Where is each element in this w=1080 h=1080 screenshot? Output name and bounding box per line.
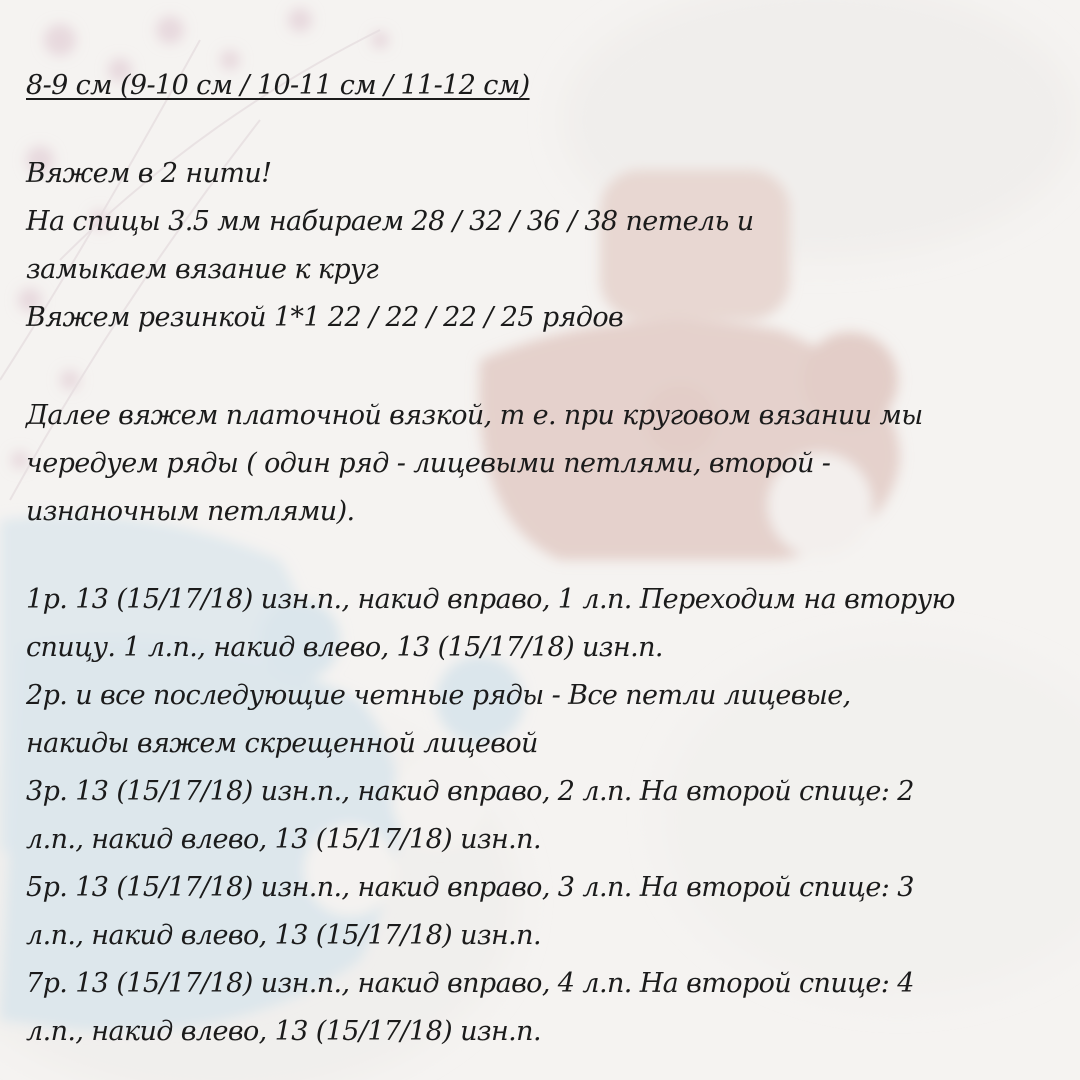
row-instruction: 7р. 13 (15/17/18) изн.п., накид вправо, 4 л.п. На второй спице: 4 bbox=[26, 968, 914, 999]
pattern-text bbox=[26, 62, 1066, 1056]
intro-line: Вяжем резинкой 1*1 22 / 22 / 22 / 25 рядов bbox=[26, 302, 624, 333]
row-instruction: л.п., накид влево, 13 (15/17/18) изн.п. bbox=[26, 920, 541, 951]
size-heading: 8-9 см (9-10 см / 10-11 см / 11-12 см) bbox=[26, 70, 530, 101]
row-instruction: спицу. 1 л.п., накид влево, 13 (15/17/18) изн.п. bbox=[26, 632, 663, 663]
row-instruction: накиды вяжем скрещенной лицевой bbox=[26, 728, 538, 759]
row-instruction: 1р. 13 (15/17/18) изн.п., накид вправо, 1 л.п. Переходим на вторую bbox=[26, 584, 955, 615]
row-instruction: л.п., накид влево, 13 (15/17/18) изн.п. bbox=[26, 824, 541, 855]
row-instruction: 5р. 13 (15/17/18) изн.п., накид вправо, 3 л.п. На второй спице: 3 bbox=[26, 872, 914, 903]
paragraph-line: Далее вяжем платочной вязкой, т е. при круговом вязании мы bbox=[26, 400, 923, 431]
paragraph-line: изнаночным петлями). bbox=[26, 496, 355, 527]
row-instruction: л.п., накид влево, 13 (15/17/18) изн.п. bbox=[26, 1016, 541, 1047]
intro-line: Вяжем в 2 нити! bbox=[26, 158, 272, 189]
row-instruction: 2р. и все последующие четные ряды - Все петли лицевые, bbox=[26, 680, 851, 711]
intro-line: замыкаем вязание к круг bbox=[26, 254, 379, 285]
intro-line: На спицы 3.5 мм набираем 28 / 32 / 36 / 38 петель и bbox=[26, 206, 754, 237]
row-instruction: 3р. 13 (15/17/18) изн.п., накид вправо, 2 л.п. На второй спице: 2 bbox=[26, 776, 914, 807]
paragraph-line: чередуем ряды ( один ряд - лицевыми петлями, второй - bbox=[26, 448, 831, 479]
